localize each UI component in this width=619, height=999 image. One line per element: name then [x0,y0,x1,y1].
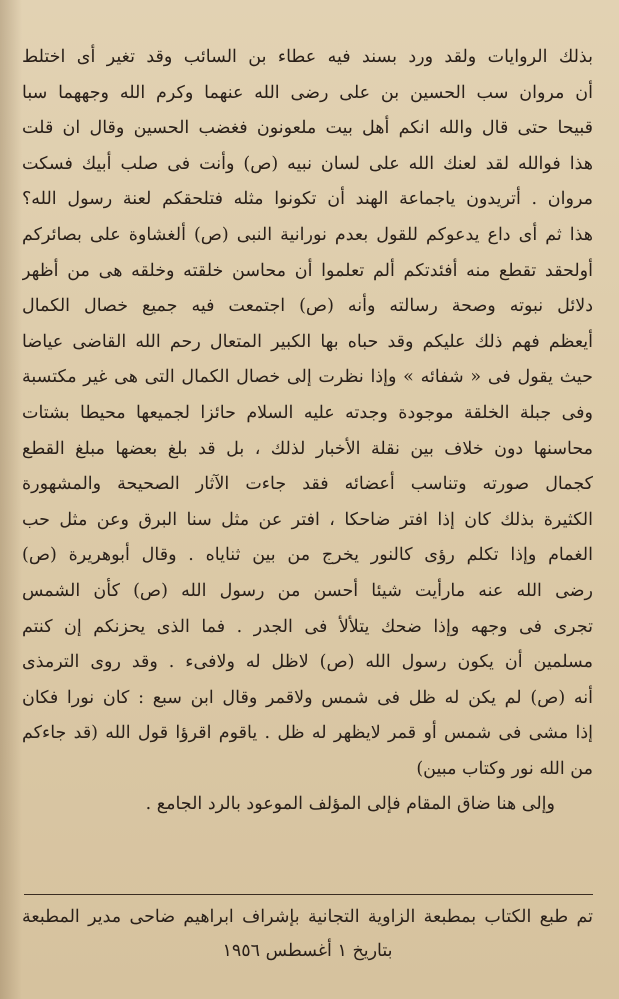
colophon-printer-line: تم طبع الكتاب بمطبعة الزاوية التجانية بإشراف ابراهيم ضاحى مدير المطبعة [22,907,593,927]
text-line: أيعظم فهم ذلك عليكم وقد حباه بها الكبير المتعال رحم الله القاضى عياضا [22,331,593,352]
text-line: رضى الله عنه مارأيت شيئا أحسن من رسول الله (ص) كأن الشمس [22,580,593,601]
text-line: الغمام وإذا تكلم رؤى كالنور يخرج من بين ثناياه . وقال أبوهريرة (ص) [22,545,593,566]
text-line: هذا ثم أى داع يدعوكم للقول بعدم نورانية النبى (ص) ألغشاوة على بصائركم [22,224,593,245]
text-line: تجرى فى وجهه وإذا ضحك يتلألأ فى الجدر . فما الذى يحزنكم إن كنتم [22,616,593,637]
text-line: دلائل نبوته وصحة رسالته وأنه (ص) اجتمعت فيه جميع خصال الكمال [22,296,593,317]
colophon-divider [24,894,593,895]
text-line: أن مروان سب الحسين بن على رضى الله عنهما وكرم الله وجههما سبا [22,82,593,103]
text-line: وفى جبلة الخلقة موجودة وجدته عليه السلام حائزا لجميعها محيطا بشتات [22,402,593,423]
colophon [22,900,593,968]
text-line: محاسنها دون خلاف بين نقلة الأخبار لذلك ، بل قد بلغ بعضها مبلغ القطع [22,438,593,459]
text-line: كجمال صورته وتناسب أعضائه فقد جاءت الآثار الصحيحة والمشهورة [22,474,593,495]
text-line: مروان . أتريدون ياجماعة الهند أن تكونوا مثله فتلحقكم لعنة رسول الله؟ [22,189,593,210]
body-text [22,40,593,823]
text-line: مسلمين أن يكون رسول الله (ص) لاظل له ولافىء . وقد روى الترمذى [22,652,593,673]
text-line-quote-end: من الله نور وكتاب مبين) [416,758,593,779]
text-line-closing: وإلى هنا ضاق المقام فإلى المؤلف الموعود بالرد الجامع . [145,794,555,815]
text-line: أولحقد تقطع منه أفئدتكم ألم تعلموا أن محاسن خلقته وخلقه هى من أظهر [22,260,593,281]
text-line: أنه (ص) لم يكن له ظل فى شمس ولاقمر وقال ابن سبع : كان نورا فكان [22,687,593,708]
colophon-date-line: بتاريخ ١ أغسطس ١٩٥٦ [222,941,393,961]
text-line: الكثيرة بذلك كان إذا افتر ضاحكا ، افتر عن مثل سنا البرق وعن مثل حب [22,509,593,530]
text-line: قبيحا حتى قال والله انكم أهل بيت ملعونون فغضب الحسين وقال ان قلت [22,118,593,139]
text-line: هذا فوالله لقد لعنك الله على لسان نبيه (ص) وأنت فى صلب أبيك فسكت [22,153,593,174]
text-line: حيث يقول فى « شفائه » وإذا نظرت إلى خصال الكمال التى هى غير مكتسبة [22,367,593,388]
text-line: إذا مشى فى شمس أو قمر لايظهر له ظل . ياقوم اقرؤا قول الله (قد جاءكم [22,723,593,744]
text-line: بذلك الروايات ولقد ورد بسند فيه عطاء بن السائب وقد تغير أى اختلط [22,47,593,67]
